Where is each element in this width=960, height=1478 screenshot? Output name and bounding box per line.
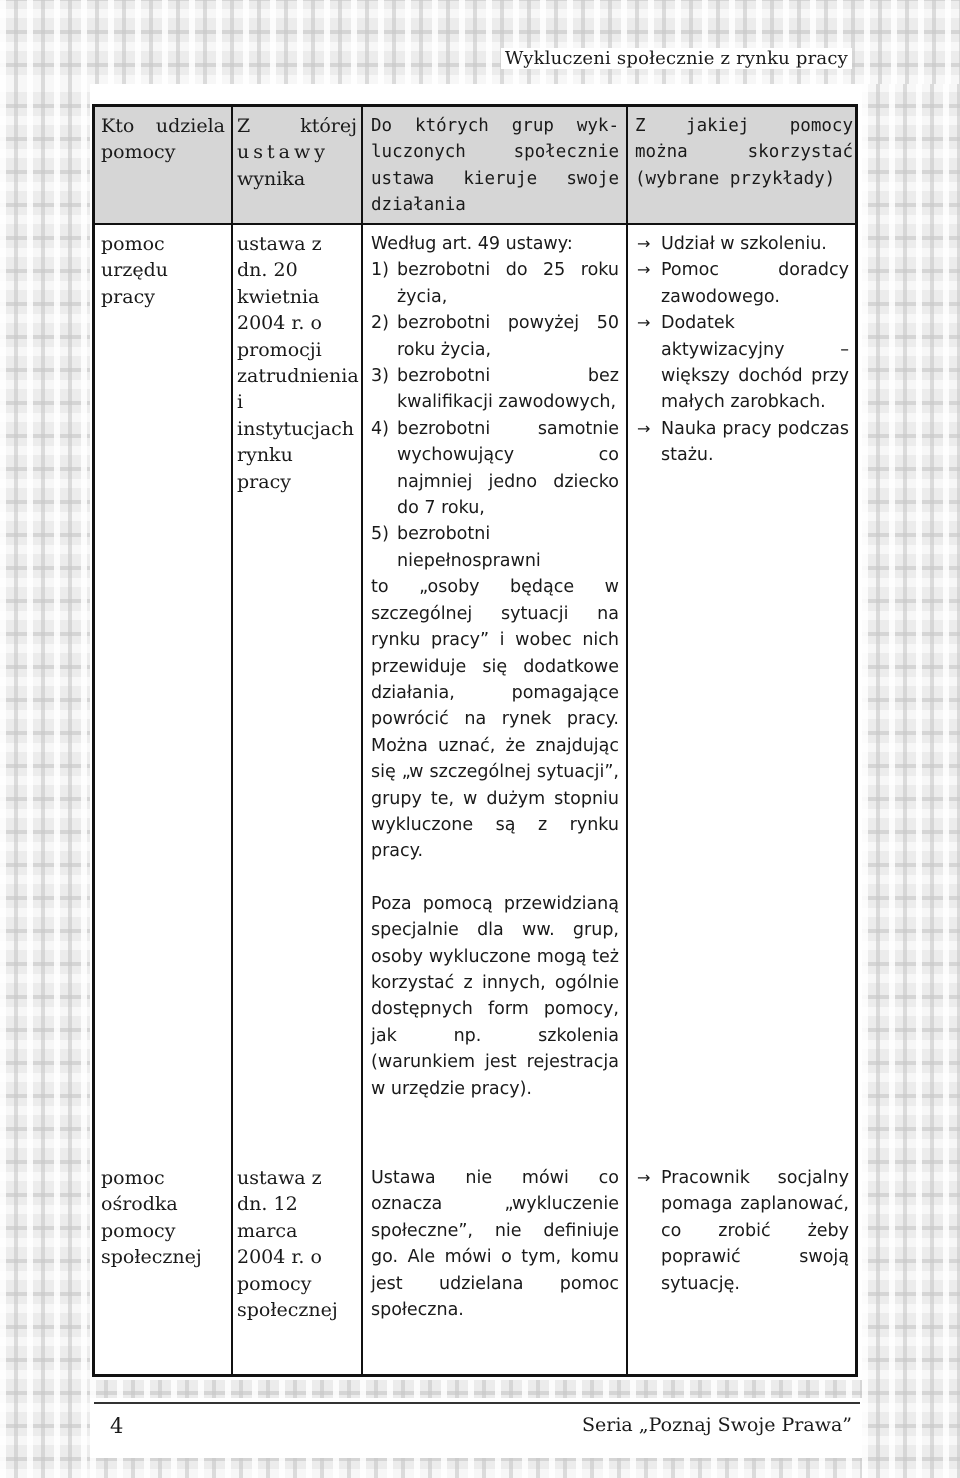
row1-intro: Według art. 49 ustawy:: [371, 234, 573, 254]
row1-extra: Poza pomocą przewidzianą specjalnie dla ww. grup, osoby wykluczone mogą też korzystać z innych, ogólnie dostępnych form pomocy, jak np. szkolenia (warunkiem jest rejestracja w urzędzie pracy).: [371, 893, 619, 1099]
group-number: 2): [371, 313, 389, 334]
header-groups: Do których grup wyk- luczonych społecznie ustawa kieruje swoje działania: [371, 116, 619, 216]
right-arrow-icon: →: [637, 313, 651, 333]
group-list-item: [371, 416, 619, 522]
help-list-item: [635, 1165, 849, 1297]
group-text: bezrobotni do 25 roku życia,: [397, 260, 619, 307]
group-text: bezrobotni powyżej 50 roku życia,: [397, 313, 619, 360]
eligible-groups-list: [371, 257, 619, 574]
header-law: Z której ustawy wynika: [237, 115, 357, 190]
decorative-border-left: [0, 84, 90, 1478]
right-arrow-icon: →: [637, 260, 651, 280]
group-text: bezrobotni samotnie wychowujący co najmniej jedno dziecko do 7 roku,: [397, 418, 619, 519]
decorative-border-top: [0, 0, 960, 84]
header-help: Z jakiej pomocy można skorzystać (wybrane przykłady): [635, 116, 853, 189]
decorative-border-right: [862, 84, 960, 1478]
group-number: 3): [371, 366, 389, 387]
group-number: 4): [371, 418, 389, 439]
row2-who: pomoc ośrodka pomocy społecznej: [101, 1167, 202, 1269]
row1-who: pomoc urzędu pracy: [101, 233, 168, 308]
row1-help-list: [635, 231, 849, 469]
header-divider: [95, 223, 855, 225]
right-arrow-icon: →: [637, 234, 651, 253]
page-number: 4: [110, 1414, 124, 1438]
group-text: bezrobotni bez kwalifikacji zawodowych,: [397, 366, 619, 413]
help-text: Dodatek aktywizacyjny – większy dochód przy małych zarobkach.: [661, 313, 849, 413]
header-who: Kto udziela pomocy: [101, 115, 225, 164]
help-list-item: [635, 231, 849, 257]
footer-rule: [94, 1402, 860, 1404]
group-number: 5): [371, 524, 389, 545]
help-text: Nauka pracy podczas stażu.: [661, 418, 849, 466]
right-arrow-icon: →: [637, 418, 651, 438]
running-header: Wykluczeni społecznie z rynku pracy: [501, 48, 852, 69]
group-list-item: [371, 521, 619, 574]
row2-groups: Ustawa nie mówi co oznacza „wykluczenie społeczne”, nie definiuje go. Ale mówi o tym, komu jest udzielana pomoc społeczna.: [371, 1168, 619, 1321]
right-arrow-icon: →: [637, 1168, 651, 1187]
group-text: bezrobotni niepełnosprawni: [397, 524, 541, 571]
group-list-item: [371, 257, 619, 310]
help-list-item: [635, 416, 849, 469]
row1-groups: [371, 231, 619, 1102]
group-list-item: [371, 310, 619, 363]
row1-summary: to „osoby będące w szczególnej sytuacji na rynku pracy” i wobec nich przewiduje się dodatkowe działania, pomagające powrócić na rynek pracy. Można uznać, że znajdując się „w szczególnej sytuacji”, grupy te, w dużym stopniu wykluczone są z rynku pracy.: [371, 577, 619, 862]
help-list-item: [635, 257, 849, 310]
help-text: Pracownik socjalny pomaga zaplanować, co zrobić żeby poprawić swoją sytuację.: [661, 1168, 849, 1294]
column-divider: [231, 107, 233, 1374]
group-number: 1): [371, 260, 389, 281]
row2-help-list: [635, 1165, 849, 1297]
assistance-table: [92, 104, 858, 1377]
series-label: Seria „Poznaj Swoje Prawa”: [582, 1414, 852, 1436]
help-text: Pomoc doradcy zawodowego.: [661, 260, 849, 307]
row1-law: ustawa z dn. 20 kwietnia 2004 r. o promocji zatrudnienia i instytucjach rynku pracy: [237, 233, 359, 493]
help-list-item: [635, 310, 849, 416]
group-list-item: [371, 363, 619, 416]
help-text: Udział w szkoleniu.: [661, 234, 827, 254]
row2-law: ustawa z dn. 12 marca 2004 r. o pomocy społecznej: [237, 1167, 338, 1322]
column-divider: [361, 107, 363, 1374]
column-divider: [626, 107, 628, 1374]
